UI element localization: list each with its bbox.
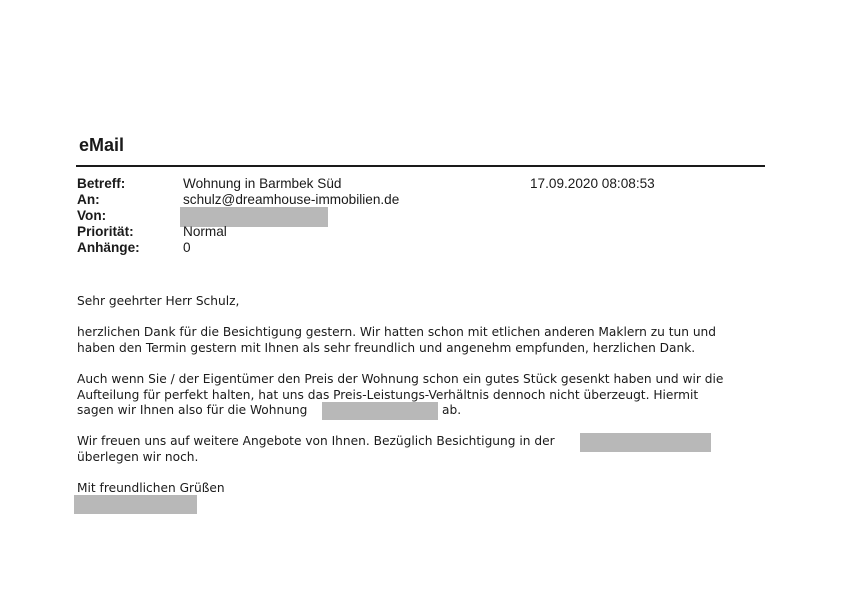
priority-label: Priorität:	[77, 224, 134, 239]
apartment-redaction	[322, 402, 438, 420]
subject-value: Wohnung in Barmbek Süd	[183, 176, 342, 191]
to-label: An:	[77, 192, 100, 207]
paragraph-3-line-1: Wir freuen uns auf weitere Angebote von Ihnen. Bezüglich Besichtigung in der	[77, 434, 555, 448]
to-value: schulz@dreamhouse-immobilien.de	[183, 192, 400, 207]
signature-redaction	[74, 495, 197, 514]
priority-value: Normal	[183, 224, 227, 239]
paragraph-2-line-1: Auch wenn Sie / der Eigentümer den Preis der Wohnung schon ein gutes Stück gesenkt haben und wir die	[77, 372, 724, 386]
paragraph-3-line-2: überlegen wir noch.	[77, 450, 199, 464]
paragraph-1-line-1: herzlichen Dank für die Besichtigung gestern. Wir hatten schon mit etlichen anderen Maklern zu tun und	[77, 325, 717, 339]
closing: Mit freundlichen Grüßen	[77, 481, 225, 495]
street-redaction	[580, 433, 711, 452]
from-label: Von:	[77, 208, 107, 223]
paragraph-2-line-3-start: sagen wir Ihnen also für die Wohnung	[77, 403, 308, 417]
attachments-value: 0	[183, 240, 191, 255]
paragraph-2-line-3-end: ab.	[442, 403, 462, 417]
paragraph-2-line-2: Aufteilung für perfekt halten, hat uns das Preis-Leistungs-Verhältnis dennoch nicht überzeugt. Hiermit	[77, 388, 699, 402]
sent-date: 17.09.2020 08:08:53	[530, 176, 655, 191]
subject-label: Betreff:	[77, 176, 126, 191]
salutation: Sehr geehrter Herr Schulz,	[77, 294, 240, 308]
document-title: eMail	[79, 135, 125, 155]
attachments-label: Anhänge:	[77, 240, 140, 255]
title-divider	[76, 165, 765, 167]
paragraph-1-line-2: haben den Termin gestern mit Ihnen als sehr freundlich und angenehm empfunden, herzlichen Dank.	[77, 341, 696, 355]
